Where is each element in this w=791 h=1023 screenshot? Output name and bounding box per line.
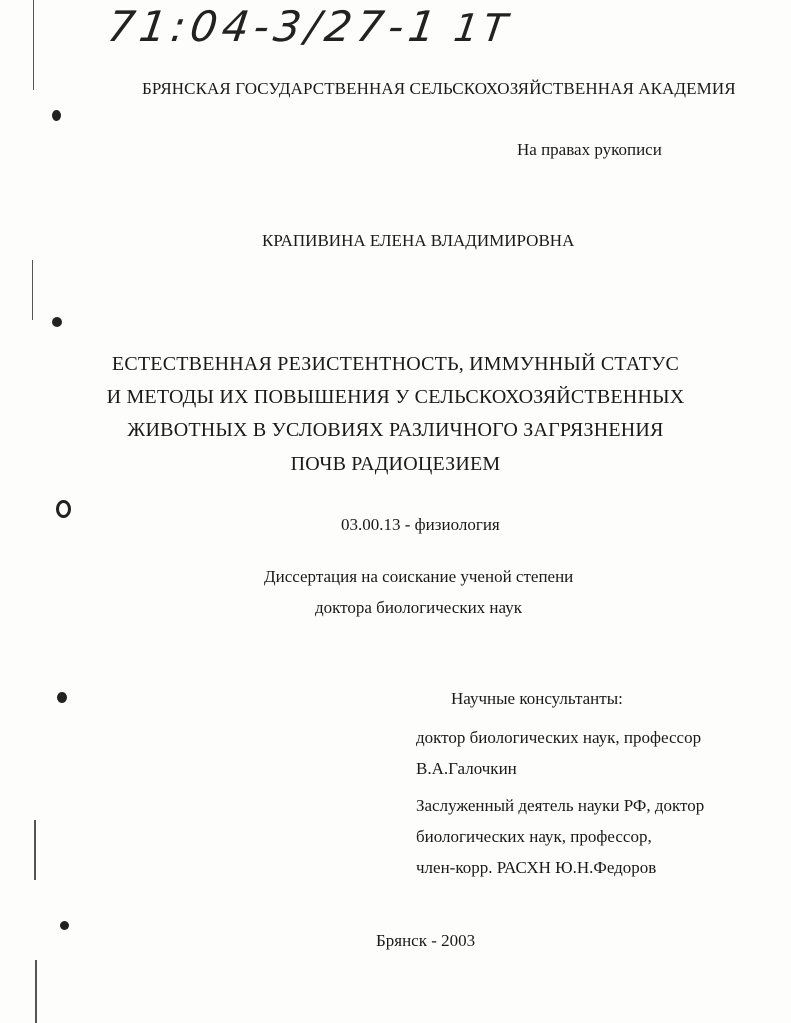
punch-mark xyxy=(57,692,67,703)
consultants-heading: Научные консультанты: xyxy=(451,689,623,708)
archive-code: 71:04-3/27-1 xyxy=(104,2,444,51)
rights-notice: На правах рукописи xyxy=(517,140,662,159)
city-year: Брянск - 2003 xyxy=(376,931,476,950)
title-line: ПОЧВ РАДИОЦЕЗИЕМ xyxy=(290,453,501,475)
archive-code-suffix: 1Т xyxy=(451,6,515,50)
author-name: КРАПИВИНА ЕЛЕНА ВЛАДИМИРОВНА xyxy=(262,231,575,250)
handwritten-archive-code xyxy=(105,2,516,51)
dissertation-line: Диссертация на соискание ученой степени xyxy=(264,567,574,586)
consultant-line: В.А.Галочкин xyxy=(416,759,517,778)
specialty-code: 03.00.13 - физиология xyxy=(341,515,500,534)
consultant-line: биологических наук, профессор, xyxy=(416,827,652,846)
dissertation-line: доктора биологических наук xyxy=(315,598,522,617)
consultant-line: Заслуженный деятель науки РФ, доктор xyxy=(416,796,705,815)
title-line: ЖИВОТНЫХ В УСЛОВИЯХ РАЗЛИЧНОГО ЗАГРЯЗНЕНИЯ xyxy=(127,419,664,441)
consultant-line: доктор биологических наук, профессор xyxy=(416,728,702,747)
punch-mark xyxy=(52,110,61,121)
academy-name: БРЯНСКАЯ ГОСУДАРСТВЕННАЯ СЕЛЬСКОХОЗЯЙСТВЕННАЯ АКАДЕМИЯ xyxy=(142,79,736,98)
margin-line xyxy=(35,960,37,1023)
margin-line xyxy=(34,820,36,880)
consultant-line: член-корр. РАСХН Ю.Н.Федоров xyxy=(416,858,657,877)
punch-mark xyxy=(56,500,71,518)
punch-mark xyxy=(60,921,69,930)
title-line: ЕСТЕСТВЕННАЯ РЕЗИСТЕНТНОСТЬ, ИММУННЫЙ СТАТУС xyxy=(111,353,680,375)
punch-mark xyxy=(52,317,62,327)
margin-line xyxy=(32,260,33,320)
title-line: И МЕТОДЫ ИХ ПОВЫШЕНИЯ У СЕЛЬСКОХОЗЯЙСТВЕННЫХ xyxy=(106,386,685,408)
margin-line xyxy=(33,0,34,90)
